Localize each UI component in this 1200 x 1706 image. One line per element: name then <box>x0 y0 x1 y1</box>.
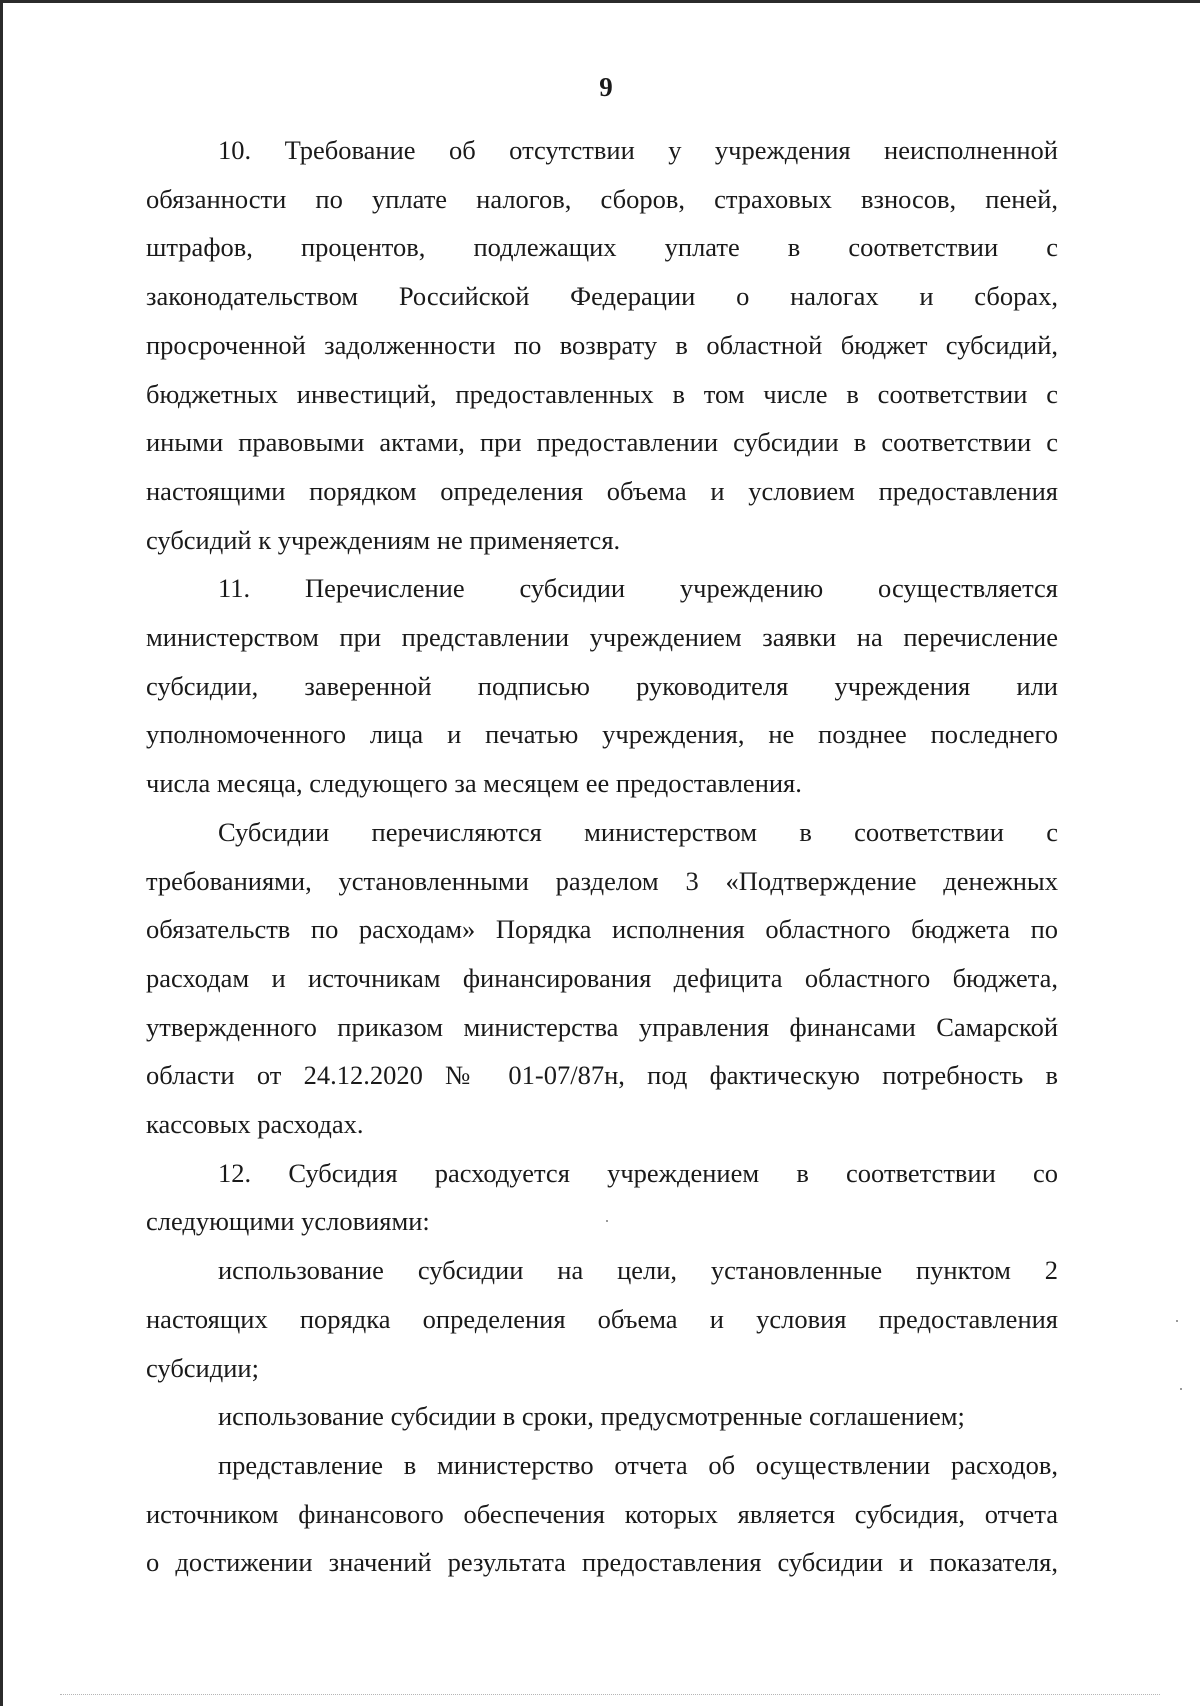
text-line: министерством при представлении учреждением заявки на перечисление <box>146 622 1058 653</box>
text-line: иными правовыми актами, при предоставлении субсидии в соответствии с <box>146 427 1058 458</box>
text-line: кассовых расходах. <box>146 1109 364 1140</box>
text-line: использование субсидии на цели, установленные пунктом 2 <box>218 1255 1058 1286</box>
text-line: 10. Требование об отсутствии у учреждения неисполненной <box>218 135 1058 165</box>
text-line: законодательством Российской Федерации о налогах и сборах, <box>146 281 1058 312</box>
text-line: утвержденного приказом министерства управления финансами Самарской <box>146 1011 1058 1042</box>
text-line: обязанности по уплате налогов, сборов, страховых взносов, пеней, <box>146 183 1058 214</box>
text-line: следующими условиями: <box>146 1206 430 1237</box>
text-line: настоящими порядком определения объема и условием предоставления <box>146 475 1058 506</box>
page-number: 9 <box>599 72 613 102</box>
text-line: области от 24.12.2020 № 01-07/87н, под фактическую потребность в <box>146 1060 1058 1091</box>
text-line: требованиями, установленными разделом 3 «Подтверждение денежных <box>146 865 1058 896</box>
scan-edge-left <box>0 0 3 1706</box>
paragraph <box>146 1149 1058 1246</box>
text-line: бюджетных инвестиций, предоставленных в том числе в соответствии с <box>146 378 1058 409</box>
paragraph <box>146 1441 1058 1587</box>
document-body <box>146 126 1058 1587</box>
paragraph <box>146 808 1058 1149</box>
paragraph <box>146 126 1058 564</box>
text-line: расходам и источникам финансирования дефицита областного бюджета, <box>146 962 1058 993</box>
text-line: Субсидии перечисляются министерством в соответствии с <box>218 816 1058 847</box>
text-line: о достижении значений результата предоставления субсидии и показателя, <box>146 1547 1058 1578</box>
scan-bottom-noise <box>60 1694 1160 1699</box>
text-line: субсидии; <box>146 1352 259 1383</box>
scan-speck <box>1176 1320 1178 1322</box>
text-line: представление в министерство отчета об осуществлении расходов, <box>218 1449 1058 1480</box>
text-line: субсидий к учреждениям не применяется. <box>146 524 621 555</box>
text-line: обязательств по расходам» Порядка исполнения областного бюджета по <box>146 914 1058 945</box>
text-line: уполномоченного лица и печатью учреждения, не позднее последнего <box>146 719 1058 750</box>
text-line: источником финансового обеспечения которых является субсидия, отчета <box>146 1498 1058 1529</box>
text-line: числа месяца, следующего за месяцем ее предоставления. <box>146 768 802 799</box>
paragraph <box>146 1246 1058 1392</box>
text-line: 11. Перечисление субсидии учреждению осуществляется <box>218 573 1058 604</box>
text-line: настоящих порядка определения объема и условия предоставления <box>146 1303 1058 1334</box>
text-line: использование субсидии в сроки, предусмотренные соглашением; <box>218 1401 965 1432</box>
scan-speck <box>1180 1388 1182 1390</box>
paragraph <box>146 564 1058 808</box>
paragraph <box>146 1392 1058 1441</box>
text-line: 12. Субсидия расходуется учреждением в соответствии со <box>218 1157 1058 1188</box>
scan-speck <box>606 1220 608 1222</box>
text-line: субсидии, заверенной подписью руководителя учреждения или <box>146 670 1058 701</box>
scan-edge-top <box>0 0 1200 3</box>
text-line: штрафов, процентов, подлежащих уплате в соответствии с <box>146 232 1058 263</box>
text-line: просроченной задолженности по возврату в областной бюджет субсидий, <box>146 329 1058 360</box>
